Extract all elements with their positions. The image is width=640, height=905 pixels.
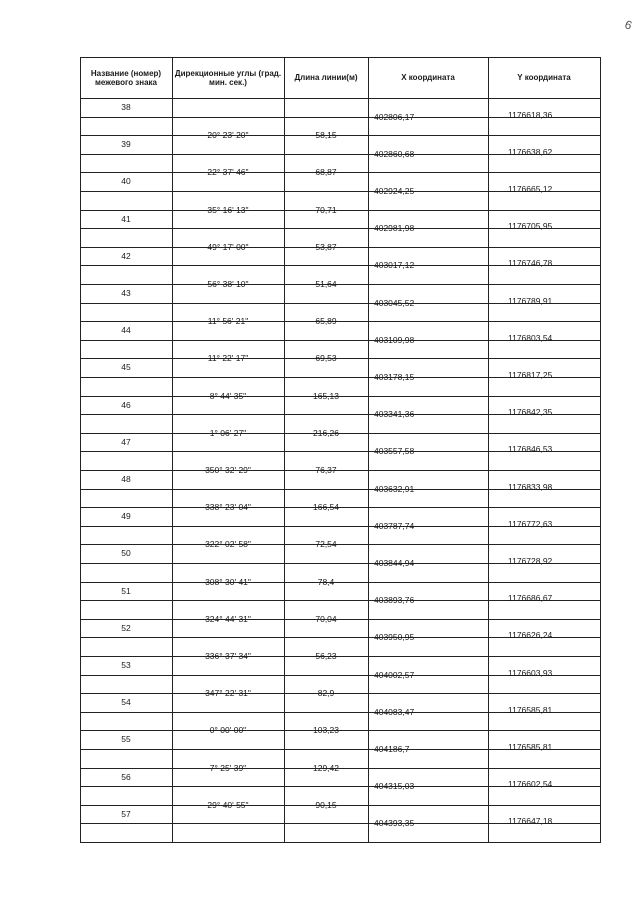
x-coordinate: 403109,98: [374, 335, 415, 345]
y-coordinate: 1176665,12: [508, 184, 553, 194]
table-column-border: [488, 57, 489, 842]
direction-angle: 350° 32' 29": [205, 465, 251, 475]
x-coordinate: 403632,91: [374, 484, 415, 494]
header-length: [286, 59, 366, 96]
x-coordinate: 404315,03: [374, 781, 415, 791]
header-x-label: Х координата: [401, 73, 455, 82]
y-coordinate: 1176803,54: [508, 333, 553, 343]
y-coordinate: 1176638,62: [508, 147, 553, 157]
y-coordinate: 1176686,67: [508, 593, 553, 603]
point-name: 40: [121, 176, 131, 186]
x-coordinate: 403341,36: [374, 409, 415, 419]
line-length: 82,9: [317, 688, 335, 698]
x-coordinate: 404083,47: [374, 707, 415, 717]
direction-angle: 1° 06' 27": [209, 428, 247, 438]
direction-angle: 20° 23' 20": [207, 130, 249, 140]
point-name: 42: [121, 251, 131, 261]
line-length: 216,26: [313, 428, 339, 438]
y-coordinate: 1176705,95: [508, 221, 553, 231]
header-name-label: Название (номер) межевого знака: [90, 68, 162, 87]
direction-angle: 0° 00' 00": [209, 725, 247, 735]
header-y: [490, 59, 598, 96]
y-coordinate: 1176772,63: [508, 519, 553, 529]
table-column-border: [600, 57, 601, 842]
line-length: 51,64: [315, 279, 337, 289]
table-top-border: [80, 57, 601, 58]
y-coordinate: 1176585,81: [508, 705, 553, 715]
direction-angle: 49° 17' 00": [207, 242, 249, 252]
line-length: 166,54: [313, 502, 339, 512]
x-coordinate: 404002,57: [374, 670, 415, 680]
x-coordinate: 403950,95: [374, 632, 415, 642]
line-length: 53,87: [315, 242, 337, 252]
point-name: 53: [121, 660, 131, 670]
table-column-border: [284, 57, 285, 842]
direction-angle: 29° 40' 55": [207, 800, 249, 810]
point-name: 48: [121, 474, 131, 484]
direction-angle: 322° 02' 58": [205, 539, 251, 549]
y-coordinate: 1176603,93: [508, 668, 553, 678]
line-length: 69,53: [315, 353, 337, 363]
x-coordinate: 403178,15: [374, 372, 415, 382]
y-coordinate: 1176789,91: [508, 296, 553, 306]
direction-angle: 8° 44' 35": [209, 391, 247, 401]
point-name: 43: [121, 288, 131, 298]
point-name: 38: [121, 102, 131, 112]
x-coordinate: 403787,74: [374, 521, 415, 531]
point-name: 47: [121, 437, 131, 447]
y-coordinate: 1176846,53: [508, 444, 553, 454]
point-name: 56: [121, 772, 131, 782]
y-coordinate: 1176833,98: [508, 482, 553, 492]
x-coordinate: 402924,25: [374, 186, 415, 196]
line-length: 70,04: [315, 614, 337, 624]
line-length: 56,23: [315, 651, 337, 661]
point-name: 55: [121, 734, 131, 744]
header-y-label: Y координата: [517, 73, 571, 82]
direction-angle: 308° 30' 41": [205, 577, 251, 587]
table-header-border: [80, 98, 601, 99]
x-coordinate: 402981,98: [374, 223, 415, 233]
direction-angle: 324° 44' 31": [205, 614, 251, 624]
x-coordinate: 403893,76: [374, 595, 415, 605]
direction-angle: 336° 37' 34": [205, 651, 251, 661]
y-coordinate: 1176618,36: [508, 110, 553, 120]
header-x: [370, 59, 486, 96]
point-name: 54: [121, 697, 131, 707]
table-row-border: [80, 842, 601, 843]
y-coordinate: 1176647,18: [508, 816, 553, 826]
line-length: 70,71: [315, 205, 337, 215]
direction-angle: 338° 23' 04": [205, 502, 251, 512]
table-column-border: [368, 57, 369, 842]
line-length: 103,23: [313, 725, 339, 735]
corner-mark: 6: [623, 17, 635, 33]
point-name: 50: [121, 548, 131, 558]
y-coordinate: 1176728,92: [508, 556, 553, 566]
line-length: 72,54: [315, 539, 337, 549]
line-length: 78,4: [317, 577, 335, 587]
point-name: 46: [121, 400, 131, 410]
direction-angle: 347° 22' 31": [205, 688, 251, 698]
header-length-label: Длина линии(м): [294, 73, 358, 82]
point-name: 57: [121, 809, 131, 819]
header-angle-label: Дирекционные углы (град. мин. сек.): [174, 68, 282, 87]
direction-angle: 11° 56' 21": [207, 316, 249, 326]
direction-angle: 7° 25' 39": [209, 763, 247, 773]
table-column-border: [80, 57, 81, 842]
header-name: [82, 59, 170, 96]
y-coordinate: 1176602,54: [508, 779, 553, 789]
x-coordinate: 403017,12: [374, 260, 415, 270]
y-coordinate: 1176626,24: [508, 630, 553, 640]
x-coordinate: 404186,7: [374, 744, 410, 754]
direction-angle: 56° 38' 10": [207, 279, 249, 289]
x-coordinate: 403557,58: [374, 446, 415, 456]
line-length: 165,13: [313, 391, 339, 401]
direction-angle: 11° 22' 17": [207, 353, 249, 363]
line-length: 76,37: [315, 465, 337, 475]
x-coordinate: 403045,52: [374, 298, 415, 308]
line-length: 129,42: [313, 763, 339, 773]
point-name: 39: [121, 139, 131, 149]
line-length: 68,87: [315, 167, 337, 177]
y-coordinate: 1176746,78: [508, 258, 553, 268]
point-name: 41: [121, 214, 131, 224]
direction-angle: 22° 37' 46": [207, 167, 249, 177]
x-coordinate: 402860,68: [374, 149, 415, 159]
header-angle: [174, 59, 282, 96]
point-name: 49: [121, 511, 131, 521]
x-coordinate: 404393,35: [374, 818, 415, 828]
y-coordinate: 1176842,35: [508, 407, 553, 417]
table-column-border: [172, 57, 173, 842]
x-coordinate: 402806,17: [374, 112, 415, 122]
line-length: 65,89: [315, 316, 337, 326]
x-coordinate: 403844,94: [374, 558, 415, 568]
point-name: 45: [121, 362, 131, 372]
line-length: 58,15: [315, 130, 337, 140]
point-name: 52: [121, 623, 131, 633]
y-coordinate: 1176585,81: [508, 742, 553, 752]
direction-angle: 35° 16' 13": [207, 205, 249, 215]
line-length: 90,15: [315, 800, 337, 810]
y-coordinate: 1176817,25: [508, 370, 553, 380]
point-name: 44: [121, 325, 131, 335]
point-name: 51: [121, 586, 131, 596]
